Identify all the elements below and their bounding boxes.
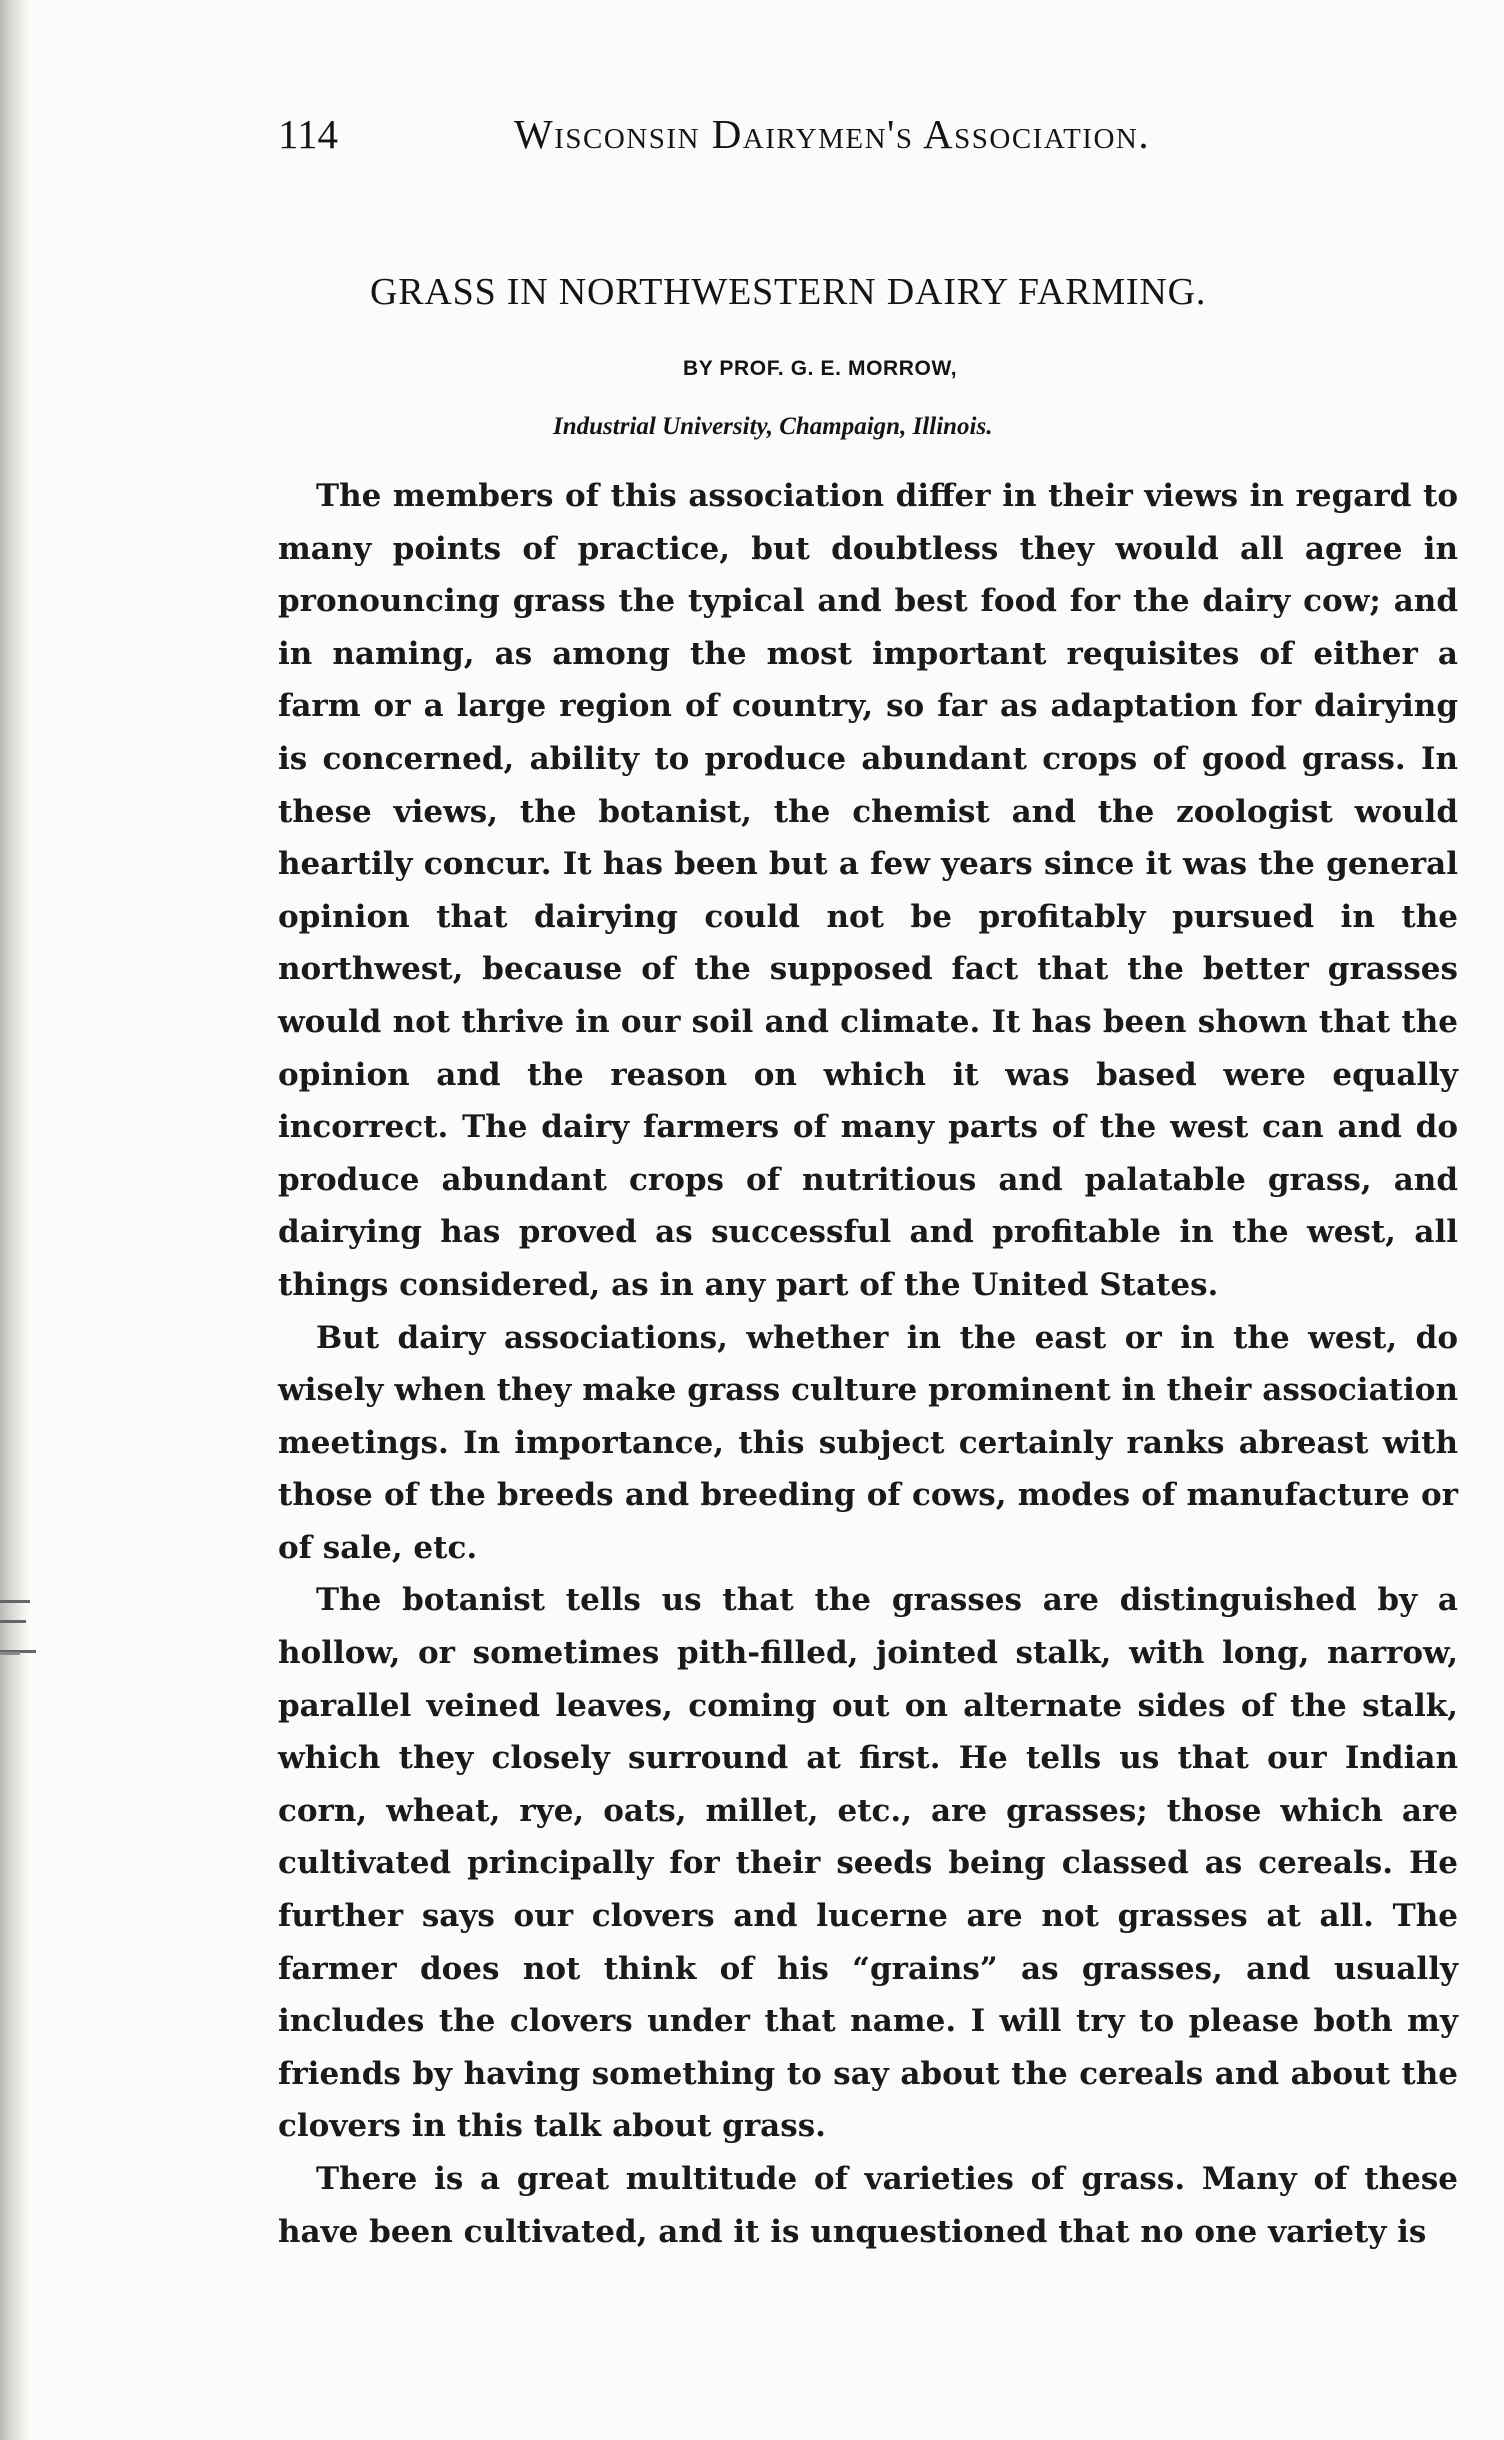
running-title: Wisconsin Dairymen's Association. (514, 111, 1151, 157)
article-byline: BY PROF. G. E. MORROW, (683, 357, 958, 380)
binding-mark (0, 1620, 26, 1623)
author-affiliation: Industrial University, Champaign, Illinois. (553, 413, 993, 440)
running-head (278, 110, 1288, 166)
paragraph: But dairy associations, whether in the east or in the west, do wisely when they make grass culture prominent in their association meetings. In importance, this subject certainly ranks abreast with those of the breeds and breeding of cows, modes of manufacture or of sale, etc. (278, 1319, 1458, 1566)
binding-mark (0, 1652, 20, 1655)
paragraph: The botanist tells us that the grasses are distinguished by a hollow, or sometimes pith-filled, jointed stalk, with long, narrow, parallel veined leaves, coming out on alternate sides of the stalk, which they closely surround at first. He tells us that our Indian corn, wheat, rye, oats, millet, etc., are grasses; those which are cultivated principally for their seeds being classed as cereals. He further says our clovers and lucerne are not grasses at all. The farmer does not think of his “grains” as grasses, and usually includes the clovers under that name. I will try to please both my friends by having something to say about the cereals and about the clovers in this talk about grass. (278, 1582, 1458, 2145)
article-body (278, 470, 1458, 2258)
binding-mark (0, 1600, 30, 1603)
paragraph: There is a great multitude of varieties of grass. Many of these have been cultivated, and it is unquestioned that no one variety is (278, 2161, 1458, 2250)
page-number: 114 (278, 111, 338, 157)
article-title: GRASS IN NORTHWESTERN DAIRY FARMING. (370, 271, 1207, 313)
paragraph: The members of this association differ in their views in regard to many points of practice, but doubtless they would all agree in pronouncing grass the typical and best food for the dairy cow; and in naming, as among the most important requisites of either a farm or a large region of country, so far as adaptation for dairying is concerned, ability to produce abundant crops of good grass. In these views, the botanist, the chemist and the zoologist would heartily concur. It has been but a few years since it was the general opinion that dairying could not be profitably pursued in the northwest, because of the supposed fact that the better grasses would not thrive in our soil and climate. It has been shown that the opinion and the reason on which it was based were equally incorrect. The dairy farmers of many parts of the west can and do produce abundant crops of nutritious and palatable grass, and dairying has proved as successful and profitable in the west, all things considered, as in any part of the United States. (278, 478, 1458, 1303)
binding-edge (0, 0, 30, 2440)
